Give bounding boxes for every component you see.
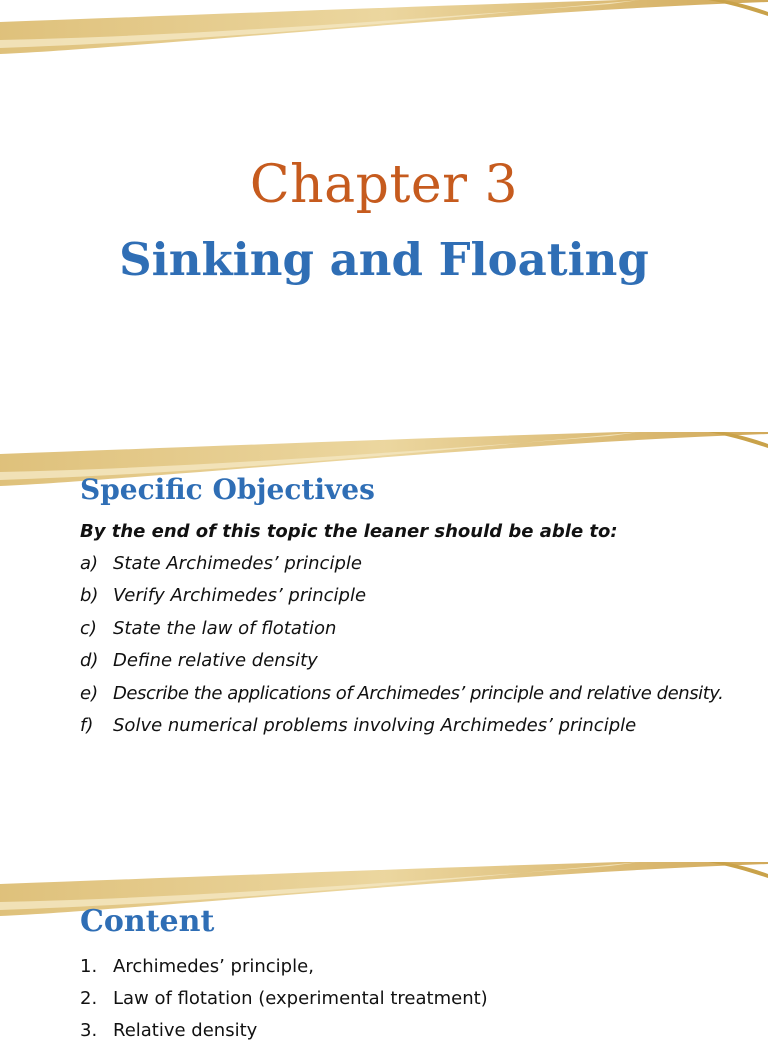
objective-marker: b) <box>80 585 99 607</box>
content-text: Law of flotation (experimental treatment) <box>113 988 488 1009</box>
objective-item <box>80 647 723 679</box>
content-marker: 2. <box>80 988 98 1009</box>
objective-marker: d) <box>80 650 99 672</box>
content-text: Archimedes’ principle, <box>113 956 314 977</box>
objectives-intro: By the end of this topic the leaner should be able to: <box>80 521 618 542</box>
content-item <box>80 954 488 986</box>
title-slide <box>0 0 768 430</box>
objective-text: Describe the applications of Archimedes’ principle and relative density. <box>113 682 724 704</box>
content-list <box>80 954 488 1050</box>
objective-marker: c) <box>80 617 97 639</box>
objective-text: Solve numerical problems involving Archimedes’ principle <box>113 714 637 736</box>
gold-swoosh-decoration <box>0 0 768 60</box>
objective-marker: e) <box>80 682 99 704</box>
objective-marker: a) <box>80 553 99 574</box>
chapter-title: Sinking and Floating <box>119 233 649 286</box>
objective-marker: f) <box>80 714 94 736</box>
content-marker: 1. <box>80 956 98 977</box>
content-slide <box>0 862 768 1041</box>
objective-item <box>80 615 723 647</box>
objectives-list <box>80 550 723 744</box>
objective-item <box>80 550 723 582</box>
content-text: Relative density <box>113 1020 258 1041</box>
content-marker: 3. <box>80 1020 98 1041</box>
objectives-heading: Specific Objectives <box>80 473 375 506</box>
objective-item <box>80 712 723 744</box>
objective-item <box>80 680 723 712</box>
objectives-slide <box>0 432 768 860</box>
content-item <box>80 986 488 1018</box>
content-heading: Content <box>80 904 215 939</box>
objective-item <box>80 582 723 614</box>
objective-text: Define relative density <box>113 650 318 672</box>
objective-text: State the law of flotation <box>113 617 337 639</box>
content-item <box>80 1018 488 1050</box>
objective-text: Verify Archimedes’ principle <box>113 585 367 607</box>
chapter-number: Chapter 3 <box>249 155 519 215</box>
objective-text: State Archimedes’ principle <box>113 553 362 574</box>
